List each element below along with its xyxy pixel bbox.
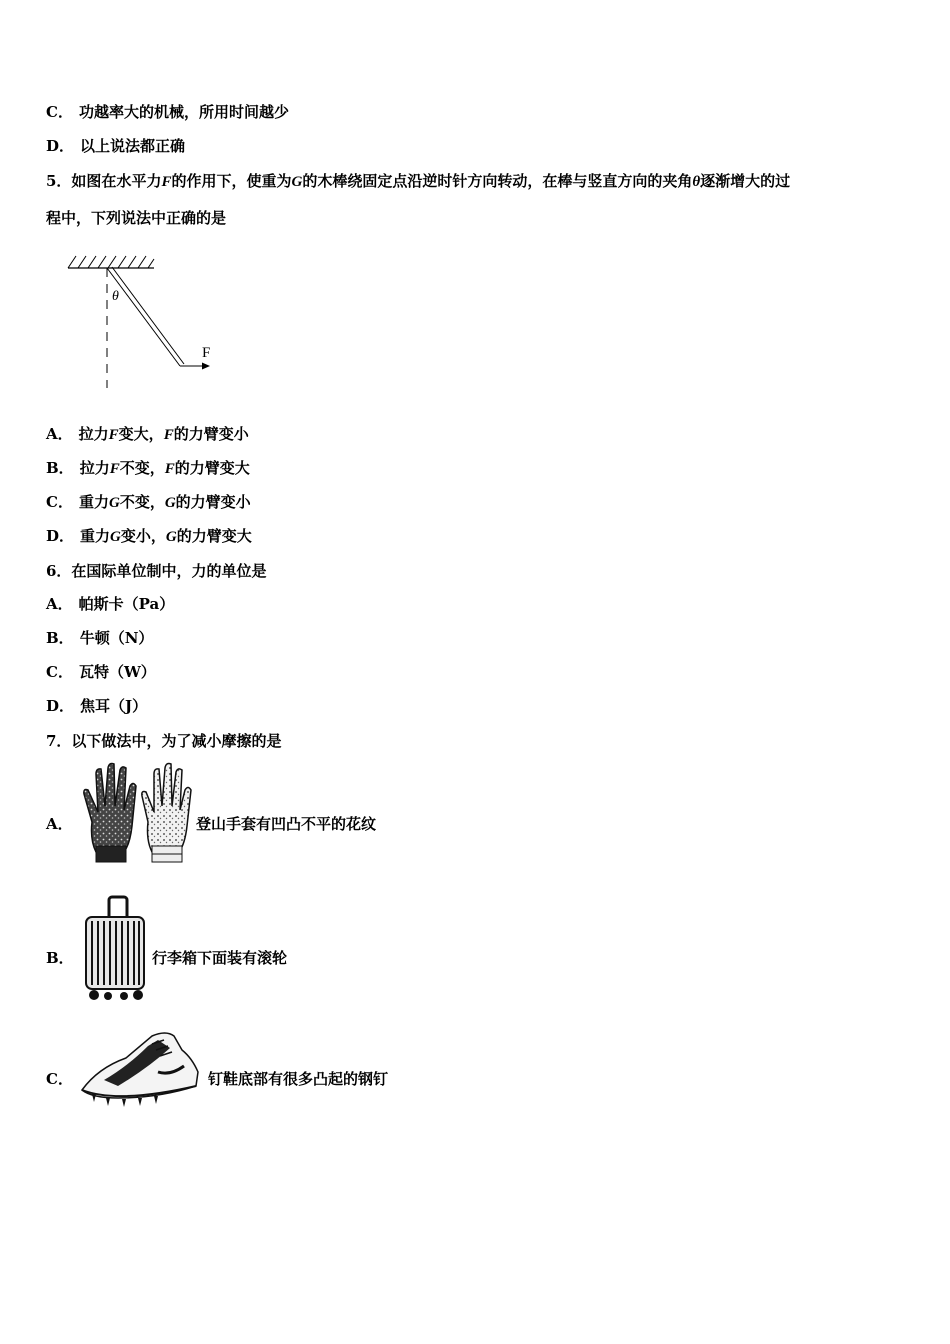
stem-part: 5．如图在水平力 <box>46 172 162 190</box>
var-g: G <box>291 174 303 190</box>
gloves-image <box>78 760 194 870</box>
option-label: A． <box>46 425 73 443</box>
q7-option-a-text: 登山手套有凹凸不平的花纹 <box>196 815 377 833</box>
stem-part: 的木棒绕固定点沿逆时针方向转动，在棒与竖直方向的夹角 <box>302 172 693 190</box>
option-label: C． <box>46 493 73 511</box>
option-text: 变大， <box>118 425 164 443</box>
option-text: 帕斯卡（Pa） <box>78 595 175 613</box>
force-label: F <box>202 345 211 361</box>
option-text: 的力臂变大 <box>176 527 252 545</box>
q7-option-c-text: 钉鞋底部有很多凸起的钢钉 <box>208 1070 389 1088</box>
option-text: 以上说法都正确 <box>80 137 186 155</box>
var: G <box>165 529 177 545</box>
option-label: D． <box>46 697 75 715</box>
stem-part: 的作用下，使重为 <box>171 172 292 190</box>
q6-stem: 6．在国际单位制中，力的单位是 <box>46 562 267 580</box>
angle-label: θ <box>112 289 119 304</box>
q7-option-c-label: C． <box>46 1070 73 1088</box>
option-text: 的力臂变小 <box>175 493 251 511</box>
q5-stem-line1 <box>46 171 790 192</box>
q5-stem-line2: 程中，下列说法中正确的是 <box>46 209 227 227</box>
lever-diagram <box>60 250 230 395</box>
option-text: 的力臂变小 <box>173 425 249 443</box>
q7-option-b-label: B． <box>46 949 74 967</box>
var: G <box>164 495 176 511</box>
option-text: 焦耳（J） <box>80 697 148 715</box>
option-text: 不变， <box>119 493 165 511</box>
q6-option-c <box>46 662 156 682</box>
option-text: 重力 <box>78 493 109 511</box>
option-text: 不变， <box>119 459 165 477</box>
q6-option-a <box>46 594 174 614</box>
option-text: 重力 <box>80 527 111 545</box>
var: F <box>109 461 120 477</box>
q5-option-b <box>46 458 250 479</box>
option-text: 拉力 <box>79 459 110 477</box>
suitcase-image <box>80 893 150 1003</box>
option-label: C． <box>46 103 73 121</box>
option-text: 变小， <box>120 527 166 545</box>
var: F <box>108 427 119 443</box>
q7-option-a-label: A． <box>46 815 73 833</box>
var: F <box>164 461 175 477</box>
option-text: 拉力 <box>78 425 109 443</box>
option-label: B． <box>46 629 74 647</box>
q7-option-b-text: 行李箱下面装有滚轮 <box>152 949 288 967</box>
option-text: 瓦特（W） <box>78 663 156 681</box>
option-label: B． <box>46 459 74 477</box>
q5-option-d <box>46 526 252 547</box>
var: G <box>108 495 120 511</box>
option-label: A． <box>46 595 73 613</box>
q7-stem: 7．以下做法中，为了减小摩擦的是 <box>46 732 282 750</box>
q4-option-d <box>46 136 185 156</box>
option-text: 的力臂变大 <box>174 459 250 477</box>
q5-option-c <box>46 492 251 513</box>
option-text: 功越率大的机械，所用时间越少 <box>78 103 289 121</box>
q4-option-c <box>46 102 289 122</box>
q6-option-d <box>46 696 147 716</box>
option-label: D． <box>46 527 75 545</box>
option-label: C． <box>46 663 73 681</box>
var: G <box>110 529 121 545</box>
var-theta: θ <box>692 174 701 190</box>
q6-option-b <box>46 628 153 648</box>
var-f: F <box>161 174 172 190</box>
q5-option-a <box>46 424 249 445</box>
option-text: 牛顿（N） <box>79 629 154 647</box>
spiked-shoe-image <box>78 1028 206 1112</box>
stem-part: 逐渐增大的过 <box>700 172 791 190</box>
var: F <box>163 427 174 443</box>
option-label: D． <box>46 137 75 155</box>
